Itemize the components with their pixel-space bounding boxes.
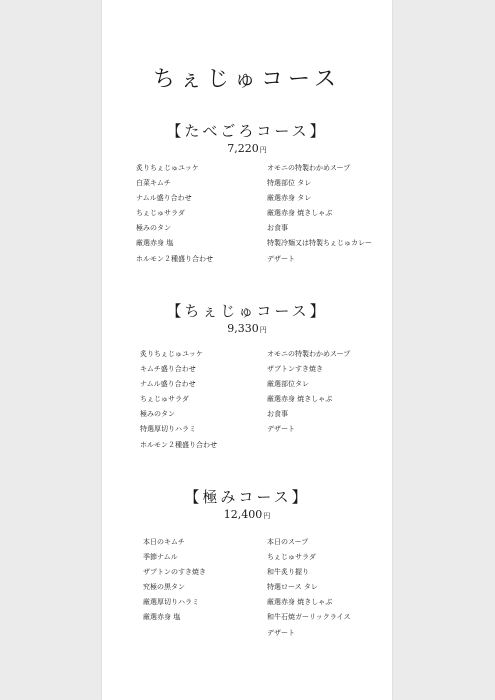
- menu-item: 厳選赤身 タレ: [267, 194, 312, 203]
- price-unit: 円: [259, 146, 267, 154]
- menu-title: ちぇじゅコース: [153, 67, 341, 92]
- menu-item: 究極の黒タン: [143, 583, 185, 592]
- menu-item: 炙りちぇじゅユッケ: [140, 350, 203, 358]
- menu-item: 極みのタン: [136, 224, 171, 233]
- menu-item: 厳選赤身 焼きしゃぶ: [267, 598, 333, 607]
- course-items-right: [267, 347, 350, 438]
- menu-item: デザート: [267, 425, 295, 434]
- menu-item: 厳選赤身 焼きしゃぶ: [267, 395, 333, 404]
- menu-item: ちぇじゅサラダ: [136, 209, 185, 218]
- menu-item: キムチ盛り合わせ: [140, 365, 196, 374]
- price-value: 9,330: [227, 322, 259, 335]
- menu-item: デザート: [267, 628, 295, 637]
- price-value: 7,220: [227, 142, 259, 155]
- course-price: [102, 322, 392, 335]
- course-price: [102, 508, 392, 521]
- course-price: [102, 142, 392, 155]
- course-title: 【極みコース】: [184, 488, 310, 506]
- menu-item: 本日のスープ: [267, 538, 309, 546]
- menu-item: 和牛炙り握り: [267, 568, 309, 577]
- menu-item: ホルモン２種盛り合わせ: [140, 440, 217, 449]
- menu-item: オモニの特製わかめスープ: [267, 164, 351, 172]
- menu-item: 厳選赤身 焼きしゃぶ: [267, 209, 333, 218]
- course-title: 【たべごろコース】: [166, 122, 328, 140]
- menu-item: 特選部位 タレ: [267, 179, 312, 188]
- menu-item: 炙りちぇじゅユッケ: [136, 164, 199, 172]
- price-unit: 円: [259, 326, 267, 334]
- menu-item: 極みのタン: [140, 410, 175, 419]
- menu-item: 本日のキムチ: [143, 538, 185, 546]
- menu-item: 厳選赤身 塩: [143, 613, 181, 622]
- course-title: 【ちぇじゅコース】: [166, 302, 328, 320]
- menu-item: ホルモン２種盛り合わせ: [136, 254, 213, 263]
- menu-item: ザブトンすき焼き: [267, 365, 323, 374]
- course-items-left: [143, 535, 206, 626]
- menu-item: 厳選厚切りハラミ: [143, 598, 199, 607]
- course-items-right: [267, 161, 372, 267]
- course-items-left: [136, 161, 213, 267]
- menu-item: お食事: [267, 224, 288, 233]
- menu-item: ちぇじゅサラダ: [267, 553, 316, 562]
- menu-item: 厳選部位タレ: [267, 380, 309, 389]
- menu-item: 白菜キムチ: [136, 179, 171, 188]
- menu-item: ナムル盛り合わせ: [140, 380, 196, 389]
- menu-item: ちぇじゅサラダ: [140, 395, 189, 404]
- menu-item: 季節ナムル: [143, 553, 178, 562]
- price-unit: 円: [263, 512, 271, 520]
- menu-item: 特選厚切りハラミ: [140, 425, 196, 434]
- course-items-right: [267, 535, 350, 641]
- menu-item: 特製冷麺又は特製ちぇじゅカレー: [267, 239, 372, 248]
- price-value: 12,400: [223, 508, 263, 521]
- menu-item: 和牛石焼ガーリックライス: [267, 613, 351, 622]
- menu-item: お食事: [267, 410, 288, 419]
- menu-item: デザート: [267, 254, 295, 263]
- menu-item: 特選ロース タレ: [267, 583, 318, 592]
- menu-item: オモニの特製わかめスープ: [267, 350, 351, 358]
- menu-item: ザブトンのすき焼き: [143, 568, 206, 577]
- course-items-left: [140, 347, 217, 453]
- menu-item: ナムル盛り合わせ: [136, 194, 192, 203]
- menu-item: 厳選赤身 塩: [136, 239, 174, 248]
- menu-sheet: [102, 0, 392, 700]
